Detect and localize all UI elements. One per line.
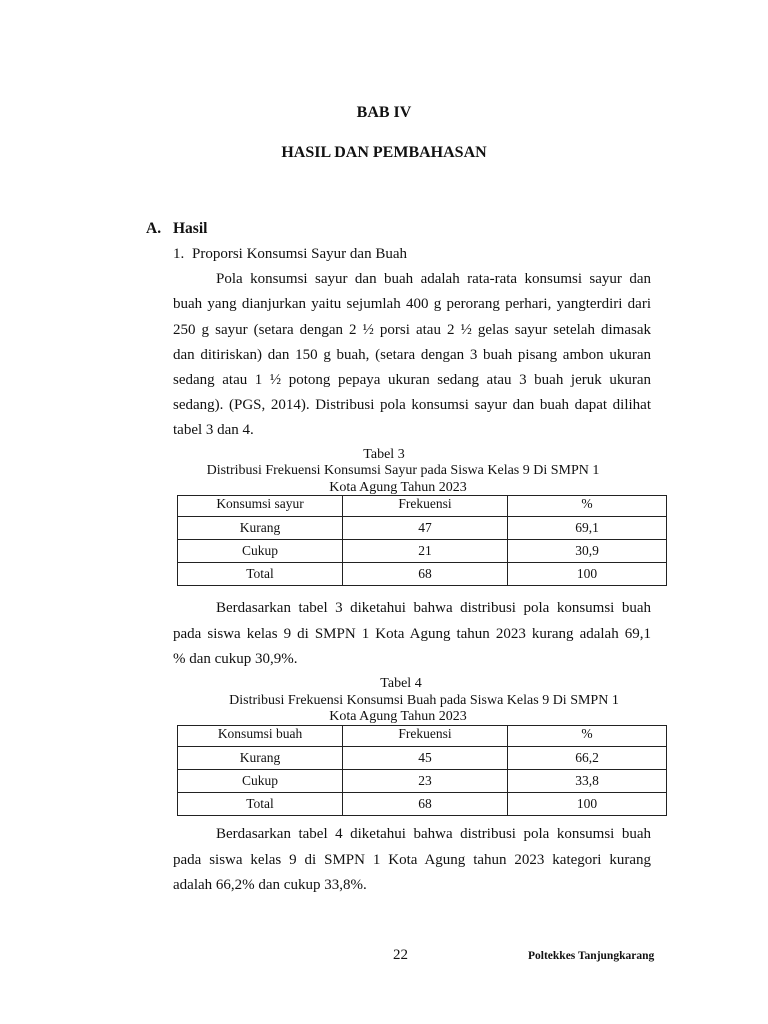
table-cell: 21 — [343, 540, 508, 563]
table-row — [178, 793, 667, 816]
table-cell: 45 — [343, 747, 508, 770]
table-cell: 68 — [343, 793, 508, 816]
table-cell: Kurang — [178, 747, 343, 770]
table-3-caption-line1: Distribusi Frekuensi Konsumsi Sayur pada Siswa Kelas 9 Di SMPN 1 — [206, 463, 600, 478]
table-cell: Total — [178, 793, 343, 816]
table-row — [178, 770, 667, 793]
paragraph-3-line: pada siswa kelas 9 di SMPN 1 Kota Agung tahun 2023 kategori kurang — [173, 852, 651, 868]
paragraph-1-line: buah yang dianjurkan yaitu sejumlah 400 g perorang perhari, yangterdiri dari — [173, 296, 651, 312]
paragraph-2-line: % dan cukup 30,9%. — [173, 651, 298, 667]
paragraph-1-line: sedang atau 1 ½ potong pepaya ukuran sedang atau 3 buah jeruk ukuran — [173, 372, 651, 388]
table-4 — [177, 725, 667, 816]
table-header-row — [178, 496, 667, 517]
table-cell: 69,1 — [508, 517, 667, 540]
paragraph-1-line: sedang). (PGS, 2014). Distribusi pola konsumsi sayur dan buah dapat dilihat — [173, 397, 651, 413]
table-cell: 47 — [343, 517, 508, 540]
table-row — [178, 540, 667, 563]
table-3 — [177, 495, 667, 586]
column-header: Konsumsi sayur — [178, 496, 343, 517]
table-cell: 68 — [343, 563, 508, 586]
table-cell: 23 — [343, 770, 508, 793]
paragraph-1-line: Pola konsumsi sayur dan buah adalah rata-rata konsumsi sayur dan — [216, 271, 651, 287]
column-header: Frekuensi — [343, 496, 508, 517]
table-row — [178, 563, 667, 586]
paragraph-2-line: Berdasarkan tabel 3 diketahui bahwa distribusi pola konsumsi buah — [216, 600, 651, 616]
section-label: A. — [146, 220, 162, 237]
table-row — [178, 747, 667, 770]
column-header: % — [508, 496, 667, 517]
table-cell: 66,2 — [508, 747, 667, 770]
column-header: Frekuensi — [343, 726, 508, 747]
column-header: Konsumsi buah — [178, 726, 343, 747]
table-cell: Kurang — [178, 517, 343, 540]
paragraph-1-line: 250 g sayur (setara dengan 2 ½ porsi atau 2 ½ gelas sayur setelah dimasak — [173, 322, 651, 338]
table-4-caption-line1: Distribusi Frekuensi Konsumsi Buah pada Siswa Kelas 9 Di SMPN 1 — [229, 693, 619, 708]
institution-footer: Poltekkes Tanjungkarang — [528, 950, 655, 962]
chapter-number: BAB IV — [356, 104, 412, 121]
table-header-row — [178, 726, 667, 747]
subsection-title: Proporsi Konsumsi Sayur dan Buah — [192, 246, 407, 262]
paragraph-1-line: dan ditiriskan) dan 150 g buah, (setara dengan 3 buah pisang ambon ukuran — [173, 347, 651, 363]
table-cell: 100 — [508, 793, 667, 816]
table-3-caption-line2: Kota Agung Tahun 2023 — [329, 480, 467, 495]
table-cell: Cukup — [178, 540, 343, 563]
column-header: % — [508, 726, 667, 747]
table-cell: 33,8 — [508, 770, 667, 793]
table-4-caption-line2: Kota Agung Tahun 2023 — [329, 709, 467, 724]
subsection-label: 1. — [173, 246, 185, 262]
paragraph-2-line: pada siswa kelas 9 di SMPN 1 Kota Agung tahun 2023 kurang adalah 69,1 — [173, 626, 651, 642]
paragraph-3-line: adalah 66,2% dan cukup 33,8%. — [173, 877, 367, 893]
table-cell: 30,9 — [508, 540, 667, 563]
table-cell: Cukup — [178, 770, 343, 793]
table-4-label: Tabel 4 — [380, 676, 422, 691]
paragraph-1-line: tabel 3 dan 4. — [173, 422, 254, 438]
page-number: 22 — [393, 947, 408, 963]
paragraph-3-line: Berdasarkan tabel 4 diketahui bahwa distribusi pola konsumsi buah — [216, 826, 651, 842]
table-cell: 100 — [508, 563, 667, 586]
chapter-title: HASIL DAN PEMBAHASAN — [281, 144, 487, 161]
table-cell: Total — [178, 563, 343, 586]
table-3-label: Tabel 3 — [363, 447, 405, 462]
section-title: Hasil — [173, 220, 208, 237]
table-row — [178, 517, 667, 540]
